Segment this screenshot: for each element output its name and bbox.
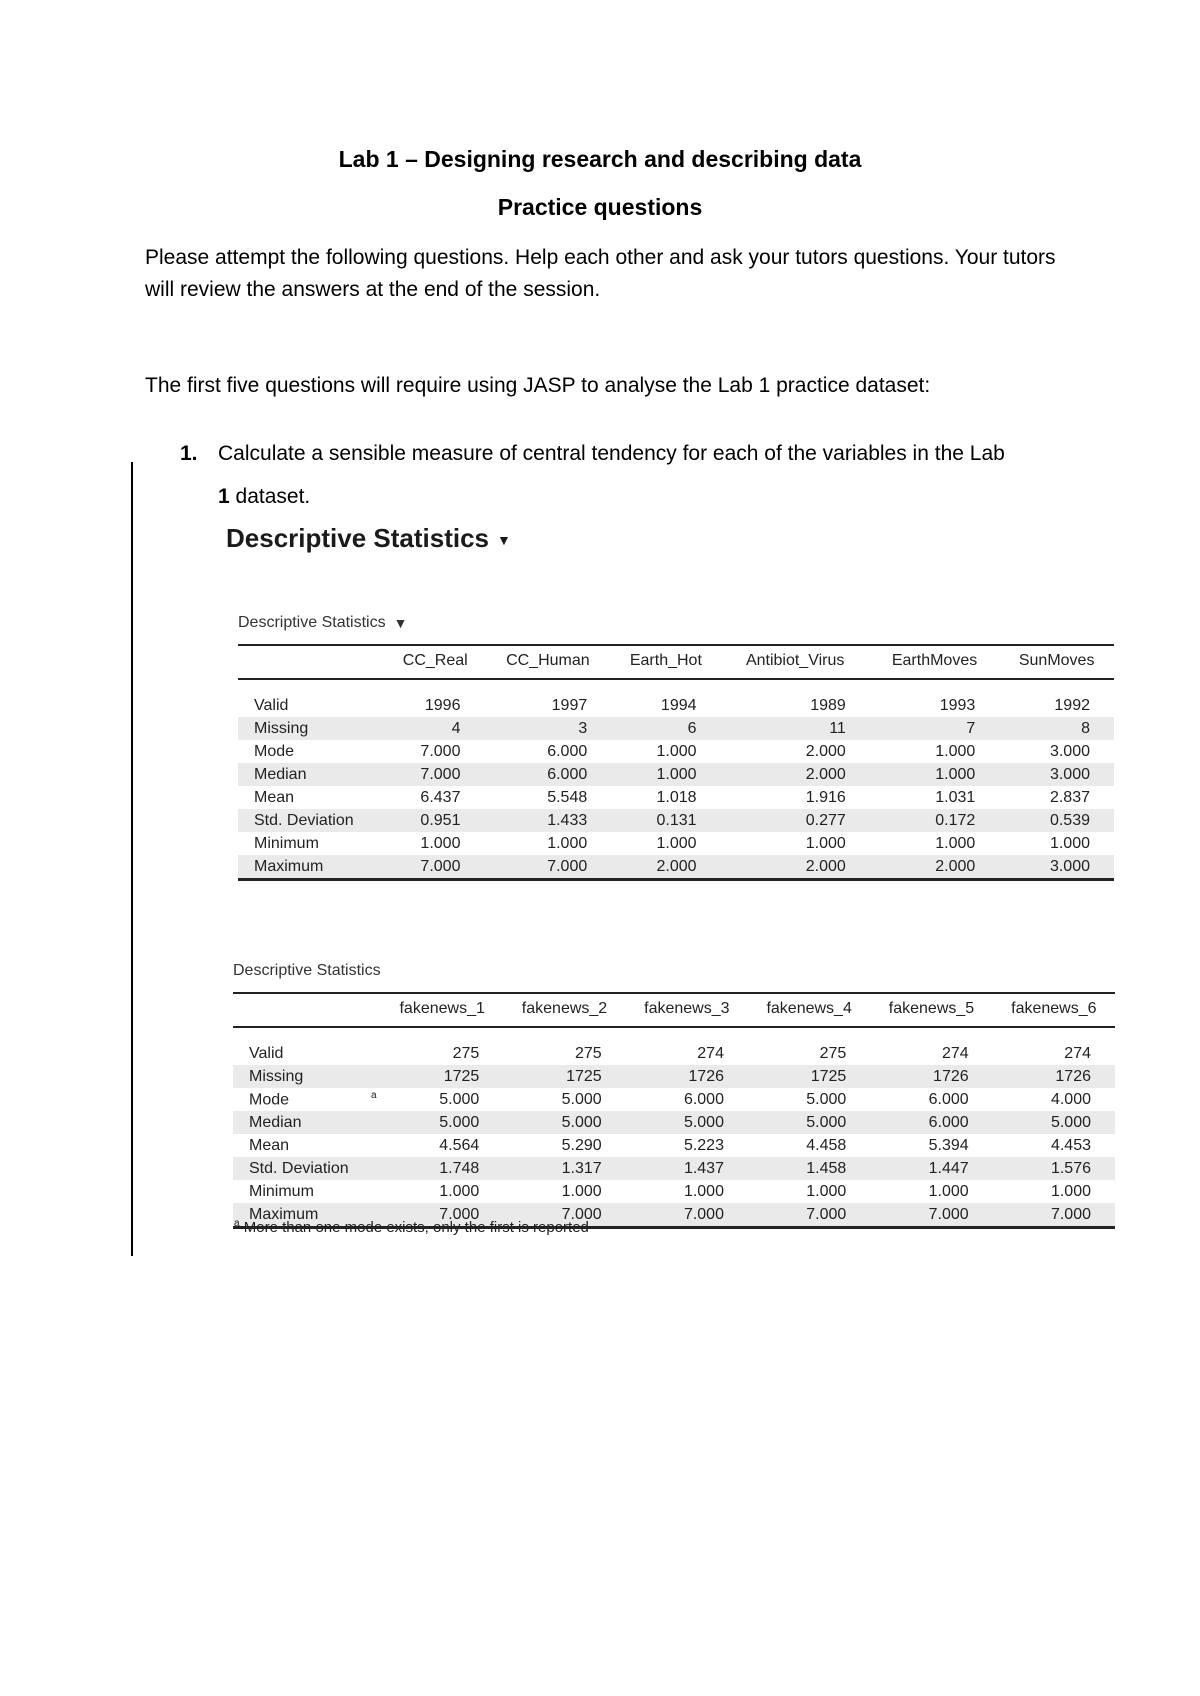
row-label [238, 786, 386, 809]
cell-value: 1997 [551, 696, 588, 714]
table-cell [386, 855, 484, 880]
cell-value: Minimum [254, 834, 319, 852]
cell-value: 1.000 [935, 834, 976, 852]
cell-value: Valid [254, 696, 289, 714]
table-cell [870, 679, 999, 717]
jasp-section-heading[interactable] [226, 523, 511, 554]
cell-value: 1992 [1054, 696, 1090, 714]
cell-value: 3 [578, 719, 588, 737]
table-row [233, 1157, 1115, 1180]
cell-value: 1.000 [439, 1182, 480, 1200]
table-header-row [238, 645, 1114, 679]
question-text-b: dataset. [229, 485, 311, 508]
table-cell [999, 786, 1114, 809]
question-number: 1. [180, 442, 198, 465]
cell-value: 6.000 [683, 1090, 724, 1108]
intro-paragraph-1: Please attempt the following questions. Help each other and ask your tutors questions. Your tutors will review the answers at the end of the session. [145, 246, 1056, 301]
intro-paragraph-2: The first five questions will require using JASP to analyse the Lab 1 practice dataset: [145, 374, 931, 397]
table-cell [870, 1088, 992, 1111]
table-cell [721, 679, 870, 717]
column-header [238, 645, 386, 679]
cell-value: 5.000 [806, 1113, 847, 1131]
table-cell [381, 1180, 503, 1203]
column-header: fakenews_5 [870, 993, 992, 1027]
table-cell [870, 1027, 992, 1065]
cell-value: 2.000 [935, 857, 976, 875]
cell-value: 1.458 [806, 1159, 847, 1177]
cell-value: 2.000 [805, 857, 846, 875]
table-cell [721, 740, 870, 763]
cell-value: 5.000 [439, 1113, 480, 1131]
cell-value: 5.290 [561, 1136, 602, 1154]
table-cell [386, 832, 484, 855]
cell-value: 5.223 [683, 1136, 724, 1154]
column-header: fakenews_3 [626, 993, 748, 1027]
row-label [233, 1065, 381, 1088]
cell-value: Mode [254, 742, 295, 760]
cell-value: 7.000 [806, 1205, 847, 1223]
table-cell [626, 1111, 748, 1134]
column-header: fakenews_4 [748, 993, 870, 1027]
cell-value: 1.576 [1050, 1159, 1091, 1177]
cell-value: 1726 [933, 1067, 969, 1085]
cell-value: 1.437 [683, 1159, 724, 1177]
page-title: Lab 1 – Designing research and describing data [338, 146, 862, 172]
table-row [233, 1088, 1115, 1111]
column-header: Antibiot_Virus [721, 645, 870, 679]
table-cell [484, 809, 611, 832]
cell-value: 1.000 [683, 1182, 724, 1200]
table-cell [381, 1065, 503, 1088]
cell-value: 7.000 [683, 1205, 724, 1223]
cell-value: 1.433 [547, 811, 588, 829]
cell-value: 4.458 [806, 1136, 847, 1154]
cell-value: 0.131 [656, 811, 697, 829]
cell-value: 5.394 [928, 1136, 969, 1154]
cell-value: 1726 [688, 1067, 724, 1085]
table-cell [503, 1088, 625, 1111]
table-cell [748, 1134, 870, 1157]
table-cell [748, 1203, 870, 1228]
cell-value: 1.000 [656, 742, 697, 760]
table-cell [993, 1134, 1115, 1157]
table-cell [870, 1065, 992, 1088]
column-header: fakenews_6 [993, 993, 1115, 1027]
cell-value: 6.000 [547, 742, 588, 760]
question-text-a: Calculate a sensible measure of central tendency for each of the variables in the Lab [218, 442, 1005, 465]
cell-value: 1.000 [547, 834, 588, 852]
cell-value: 4 [451, 719, 461, 737]
table-cell [626, 1134, 748, 1157]
cell-value: 4.564 [439, 1136, 480, 1154]
footnote-text: More than one mode exists, only the first is reported [243, 1219, 589, 1236]
table-cell [386, 740, 484, 763]
table-cell [626, 1157, 748, 1180]
cell-value: Maximum [254, 857, 324, 875]
cell-value: 1.000 [928, 1182, 969, 1200]
cell-value: 5.000 [561, 1113, 602, 1131]
cell-value: 7.000 [420, 742, 461, 760]
cell-value: 7.000 [561, 1205, 602, 1223]
cell-value: 3.000 [1049, 857, 1090, 875]
row-label [233, 1157, 381, 1180]
table-row [238, 717, 1114, 740]
question-text-bold: 1 [218, 485, 230, 508]
column-header: CC_Human [484, 645, 611, 679]
jasp-heading-label: Descriptive Statistics [226, 523, 490, 553]
table-cell [870, 809, 999, 832]
table-cell [626, 1065, 748, 1088]
cell-value: 8 [1081, 719, 1090, 737]
cell-value: 11 [829, 719, 846, 737]
table-cell [503, 1111, 625, 1134]
cell-value: 274 [697, 1044, 724, 1062]
cell-value: 3.000 [1049, 765, 1090, 783]
column-header: EarthMoves [870, 645, 999, 679]
cell-value: Mean [254, 788, 295, 806]
cell-value: 5.000 [561, 1090, 602, 1108]
row-label [233, 1180, 381, 1203]
table-cell [484, 855, 611, 880]
cell-value: 0.172 [935, 811, 976, 829]
table-cell [721, 763, 870, 786]
cell-value: 6.000 [928, 1113, 969, 1131]
cell-value: 1993 [939, 696, 976, 714]
cell-value: Maximum [249, 1205, 319, 1223]
cell-value: 6 [687, 719, 697, 737]
cell-value: 7.000 [547, 857, 588, 875]
column-header: CC_Real [386, 645, 484, 679]
cell-value: 2.000 [805, 742, 846, 760]
cell-value: 1.748 [439, 1159, 480, 1177]
cell-value: Mean [249, 1136, 290, 1154]
cell-value: 1996 [424, 696, 461, 714]
table-row [233, 1065, 1115, 1088]
column-header [233, 993, 381, 1027]
table-cell [611, 679, 720, 717]
cell-value: 1.000 [805, 834, 846, 852]
table-cell [748, 1111, 870, 1134]
cell-value: 2.000 [656, 857, 697, 875]
margin-change-bar [131, 462, 133, 1256]
table-row [238, 763, 1114, 786]
cell-value: 1.447 [928, 1159, 969, 1177]
table-cell [870, 786, 999, 809]
table-row [233, 1111, 1115, 1134]
cell-value: 1725 [443, 1067, 480, 1085]
table-cell [870, 855, 999, 880]
cell-value: Valid [249, 1044, 284, 1062]
table-cell [748, 1088, 870, 1111]
cell-value: 0.951 [420, 811, 461, 829]
row-label [238, 679, 386, 717]
cell-value: 7.000 [928, 1205, 969, 1223]
table-cell [626, 1088, 748, 1111]
table-row [238, 679, 1114, 717]
cell-value: 7.000 [1050, 1205, 1091, 1223]
cell-value: 1.018 [656, 788, 697, 806]
table1-caption [238, 614, 407, 632]
row-label [233, 1111, 381, 1134]
cell-value: 1.000 [656, 765, 697, 783]
table-cell [870, 1111, 992, 1134]
table-cell [870, 832, 999, 855]
cell-value: Minimum [249, 1182, 314, 1200]
table-row [233, 1180, 1115, 1203]
table-cell [611, 740, 720, 763]
cell-value: Median [254, 765, 307, 783]
cell-value: 2.000 [805, 765, 846, 783]
table-cell [381, 1134, 503, 1157]
cell-value: Missing [254, 719, 309, 737]
table-cell [484, 763, 611, 786]
table-cell [999, 717, 1114, 740]
column-header: SunMoves [999, 645, 1114, 679]
row-label [233, 1027, 381, 1065]
table-cell [870, 1157, 992, 1180]
cell-value: 2.837 [1049, 788, 1090, 806]
cell-value: 7.000 [439, 1205, 480, 1223]
row-label [238, 855, 386, 880]
table2-footnote [234, 1218, 589, 1236]
table-cell [748, 1065, 870, 1088]
table-cell [626, 1180, 748, 1203]
cell-value: 5.000 [439, 1090, 480, 1108]
cell-value: 6.000 [547, 765, 588, 783]
table-cell [748, 1180, 870, 1203]
table-cell [721, 832, 870, 855]
cell-value: 5.000 [1050, 1113, 1091, 1131]
cell-value: 6.437 [420, 788, 461, 806]
table-cell [381, 1027, 503, 1065]
table-cell [386, 717, 484, 740]
row-label [238, 717, 386, 740]
table-cell [503, 1180, 625, 1203]
cell-value: 1725 [566, 1067, 602, 1085]
table-cell [386, 679, 484, 717]
triangle-down-icon[interactable]: ▼ [497, 532, 511, 549]
cell-value: 275 [819, 1044, 847, 1062]
row-label [238, 809, 386, 832]
question-1 [180, 432, 1060, 518]
table-cell [993, 1157, 1115, 1180]
table2-caption: Descriptive Statistics [233, 962, 381, 979]
table-cell [999, 832, 1114, 855]
descriptives-table-1 [238, 644, 1114, 881]
table-cell [484, 786, 611, 809]
page-subtitle: Practice questions [497, 194, 703, 220]
cell-value: Median [249, 1113, 302, 1131]
table-row [238, 832, 1114, 855]
table-cell [484, 832, 611, 855]
mode-footnote-marker: a [371, 1089, 377, 1101]
cell-value: 1.000 [806, 1182, 847, 1200]
cell-value: 6.000 [928, 1090, 969, 1108]
table-cell [611, 855, 720, 880]
cell-value: 1.000 [1050, 1182, 1091, 1200]
table-cell [386, 786, 484, 809]
table-cell [999, 763, 1114, 786]
table-cell [484, 717, 611, 740]
cell-value: 0.539 [1049, 811, 1090, 829]
cell-value: Std. Deviation [249, 1159, 349, 1177]
table-cell [626, 1027, 748, 1065]
table-cell [870, 1134, 992, 1157]
table-cell [503, 1065, 625, 1088]
question-text-continued [180, 475, 1060, 518]
table-cell [386, 763, 484, 786]
table-cell [999, 740, 1114, 763]
table-cell [381, 1157, 503, 1180]
row-label [238, 763, 386, 786]
cell-value: 5.000 [683, 1113, 724, 1131]
table-row [238, 855, 1114, 880]
table-row [238, 809, 1114, 832]
cell-value: 1726 [1055, 1067, 1091, 1085]
table-cell [993, 1027, 1115, 1065]
table-cell [748, 1027, 870, 1065]
table-cell [503, 1157, 625, 1180]
cell-value: 0.277 [805, 811, 846, 829]
triangle-down-icon[interactable]: ▼ [393, 614, 408, 631]
column-header: fakenews_1 [381, 993, 503, 1027]
descriptives-table-2 [233, 992, 1115, 1229]
table-cell [611, 717, 720, 740]
table-cell [611, 786, 720, 809]
table-cell [484, 740, 611, 763]
cell-value: 4.453 [1050, 1136, 1091, 1154]
cell-value: 1.031 [935, 788, 976, 806]
cell-value: Missing [249, 1067, 304, 1085]
table-cell [381, 1088, 503, 1111]
table-cell [386, 809, 484, 832]
footnote-marker: a [234, 1218, 240, 1229]
table-row [238, 740, 1114, 763]
table-cell [870, 1203, 992, 1228]
table-cell [993, 1180, 1115, 1203]
row-label [233, 1088, 381, 1111]
table-cell [611, 832, 720, 855]
table-cell [503, 1027, 625, 1065]
cell-value: 1725 [810, 1067, 847, 1085]
table-cell [993, 1203, 1115, 1228]
cell-value: 274 [1064, 1044, 1091, 1062]
table-cell [870, 717, 999, 740]
cell-value: 1994 [660, 696, 697, 714]
cell-value: 7 [966, 719, 976, 737]
table-cell [999, 855, 1114, 880]
table-cell [484, 679, 611, 717]
table-cell [748, 1157, 870, 1180]
table-cell [626, 1203, 748, 1228]
cell-value: 7.000 [420, 857, 461, 875]
cell-value: Std. Deviation [254, 811, 354, 829]
cell-value: 1.000 [420, 834, 461, 852]
cell-value: 1.000 [1049, 834, 1090, 852]
row-label [238, 740, 386, 763]
cell-value: 274 [941, 1044, 969, 1062]
table-header-row [233, 993, 1115, 1027]
cell-value: 1.000 [935, 742, 976, 760]
table-cell [721, 855, 870, 880]
cell-value: 4.000 [1050, 1090, 1091, 1108]
cell-value: 275 [452, 1044, 480, 1062]
row-label [233, 1134, 381, 1157]
table-row [238, 786, 1114, 809]
table-cell [993, 1088, 1115, 1111]
cell-value: 5.000 [806, 1090, 847, 1108]
row-label [238, 832, 386, 855]
table-cell [721, 809, 870, 832]
table-cell [999, 809, 1114, 832]
table-row [233, 1134, 1115, 1157]
table-cell [993, 1065, 1115, 1088]
table-cell [611, 763, 720, 786]
cell-value: Mode [249, 1091, 290, 1109]
table-cell [721, 786, 870, 809]
cell-value: 1.916 [805, 788, 846, 806]
cell-value: 3.000 [1049, 742, 1090, 760]
cell-value: 275 [574, 1044, 602, 1062]
cell-value: 1.000 [656, 834, 697, 852]
table-row [233, 1027, 1115, 1065]
cell-value: 1.317 [561, 1159, 602, 1177]
cell-value: 1.000 [935, 765, 976, 783]
table-cell [721, 717, 870, 740]
table-cell [993, 1111, 1115, 1134]
cell-value: 7.000 [420, 765, 461, 783]
column-header: Earth_Hot [611, 645, 720, 679]
table-cell [611, 809, 720, 832]
column-header: fakenews_2 [503, 993, 625, 1027]
cell-value: 1989 [810, 696, 846, 714]
table-cell [503, 1134, 625, 1157]
table-cell [870, 1180, 992, 1203]
table1-caption-label: Descriptive Statistics [238, 614, 386, 631]
table-cell [870, 740, 999, 763]
table-cell [381, 1111, 503, 1134]
table-cell [999, 679, 1114, 717]
cell-value: 5.548 [547, 788, 588, 806]
cell-value: 1.000 [561, 1182, 602, 1200]
table-cell [870, 763, 999, 786]
